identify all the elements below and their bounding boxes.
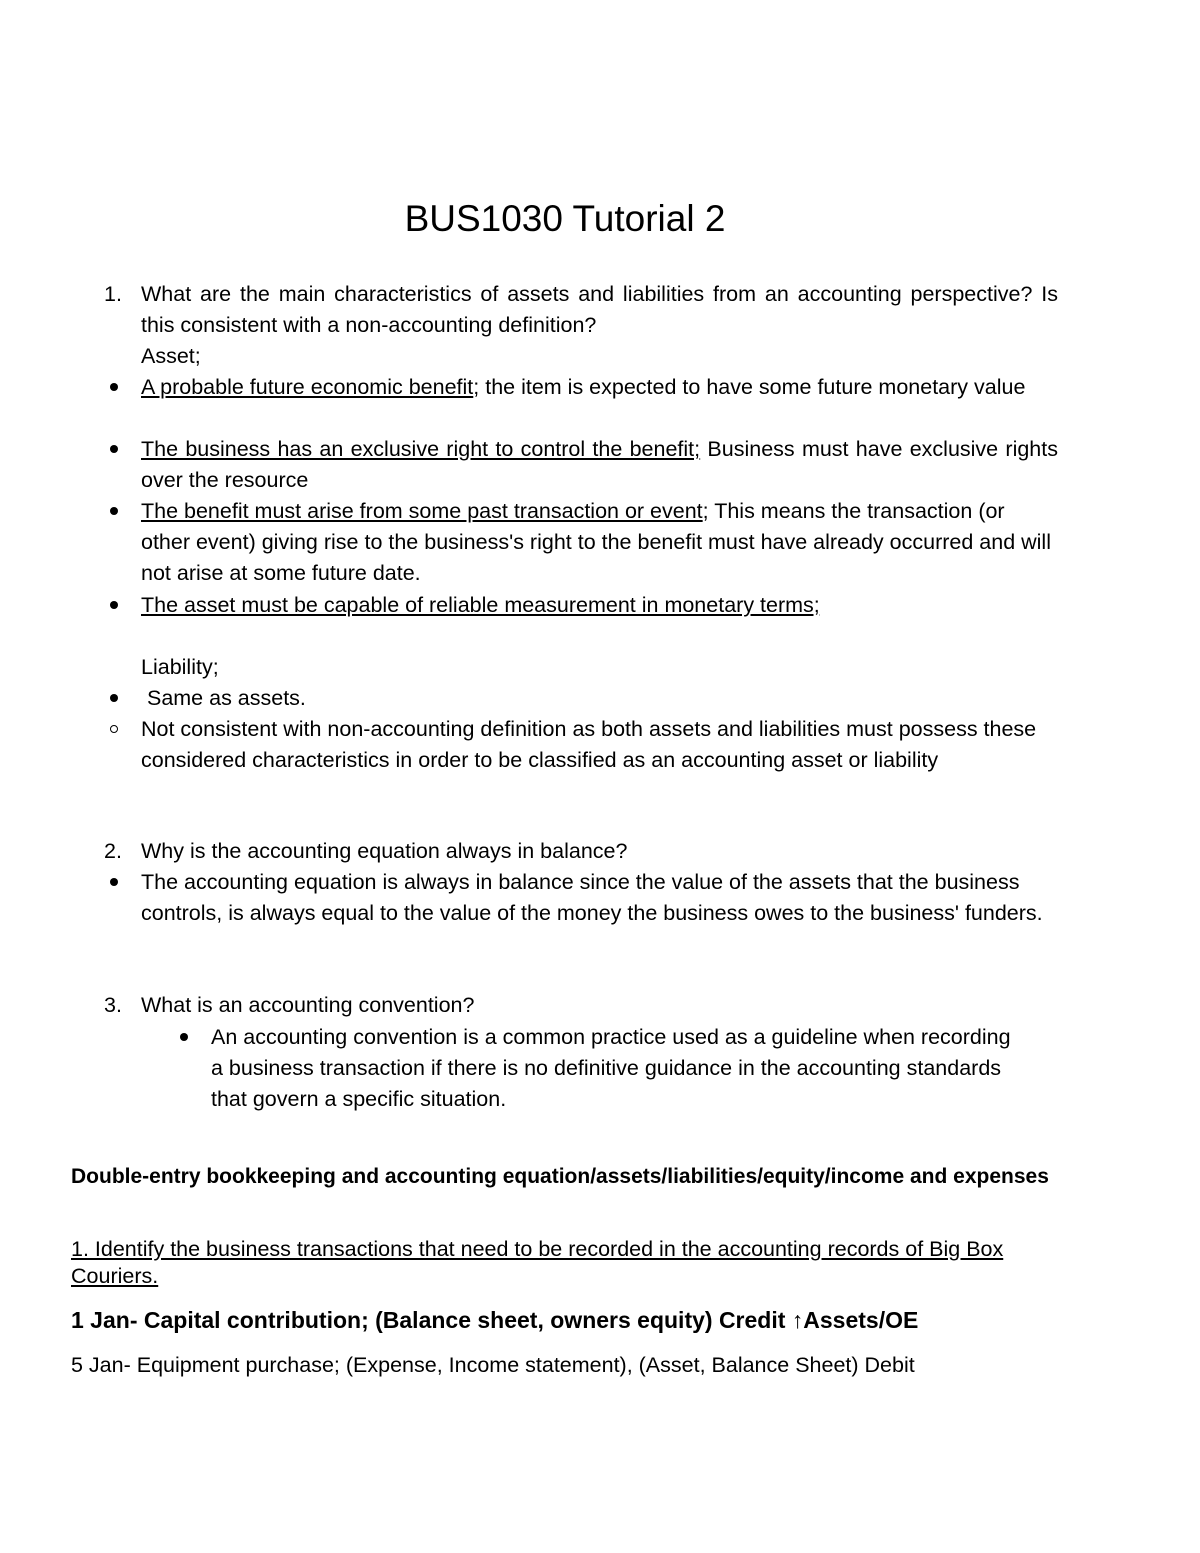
q3-answer: An accounting convention is a common practice used as a guideline when recording a business transaction if there is no definitive guidance in the accounting standards that govern a specific situation. — [211, 1025, 1011, 1111]
asset-bullet-1-text: ; the item is expected to have some future monetary value — [473, 375, 1026, 399]
asset-bullet-3-text: ; This means the transaction (or other event) giving rise to the business's right to the benefit must have already occurred and will not arise at some future date. — [141, 499, 1051, 585]
bullet-icon — [108, 381, 120, 393]
asset-bullet-1 — [141, 372, 1058, 403]
q1-question: What are the main characteristics of assets and liabilities from an accounting perspective? Is this consistent with a non-accounting definition? — [141, 282, 1058, 337]
asset-bullet-2 — [141, 434, 1058, 496]
consistency-note: Not consistent with non-accounting definition as both assets and liabilities must possess these considered characteristics in order to be classified as an accounting asset or liability — [141, 717, 1037, 772]
asset-bullet-2-text: Business must have exclusive rights over the resource — [141, 437, 1058, 492]
liability-bullet: Same as assets. — [141, 686, 306, 710]
asset-label: Asset; — [141, 344, 201, 368]
entry-jan-5: 5 Jan- Equipment purchase; (Expense, Income statement), (Asset, Balance Sheet) Debit — [71, 1353, 915, 1377]
q3-question: What is an accounting convention? — [141, 993, 475, 1017]
bullet-icon — [108, 505, 120, 517]
section-heading: Double-entry bookkeeping and accounting equation/assets/liabilities/equity/income and expenses — [71, 1165, 1049, 1188]
hollow-bullet-icon — [108, 723, 120, 735]
bullet-icon — [108, 599, 120, 611]
bullet-icon — [108, 692, 120, 704]
q2-answer: The accounting equation is always in balance since the value of the assets that the business controls, is always equal to the value of the money the business owes to the business' funders. — [141, 870, 1043, 925]
q3-number: 3. — [104, 993, 122, 1017]
q1-number: 1. — [104, 282, 122, 306]
q2-number: 2. — [104, 839, 122, 863]
page-title: BUS1030 Tutorial 2 — [404, 198, 726, 239]
asset-bullet-3 — [141, 496, 1058, 589]
asset-bullet-4 — [141, 590, 1058, 621]
asset-bullet-2-underlined: The business has an exclusive right to control the benefit; — [141, 437, 701, 461]
q2-question: Why is the accounting equation always in balance? — [141, 839, 628, 863]
liability-label: Liability; — [141, 655, 219, 679]
bullet-icon — [108, 876, 120, 888]
bullet-icon — [178, 1031, 190, 1043]
bullet-icon — [108, 443, 120, 455]
asset-bullet-4-underlined: The asset must be capable of reliable measurement in monetary terms; — [141, 593, 820, 617]
identify-instruction: 1. Identify the business transactions that need to be recorded in the accounting records of Big Box Couriers. — [71, 1237, 1004, 1288]
asset-bullet-3-underlined: The benefit must arise from some past transaction or event — [141, 499, 703, 523]
asset-bullet-1-underlined: A probable future economic benefit — [141, 375, 474, 399]
entry-jan-1: 1 Jan- Capital contribution; (Balance sheet, owners equity) Credit ↑Assets/OE — [71, 1307, 919, 1333]
